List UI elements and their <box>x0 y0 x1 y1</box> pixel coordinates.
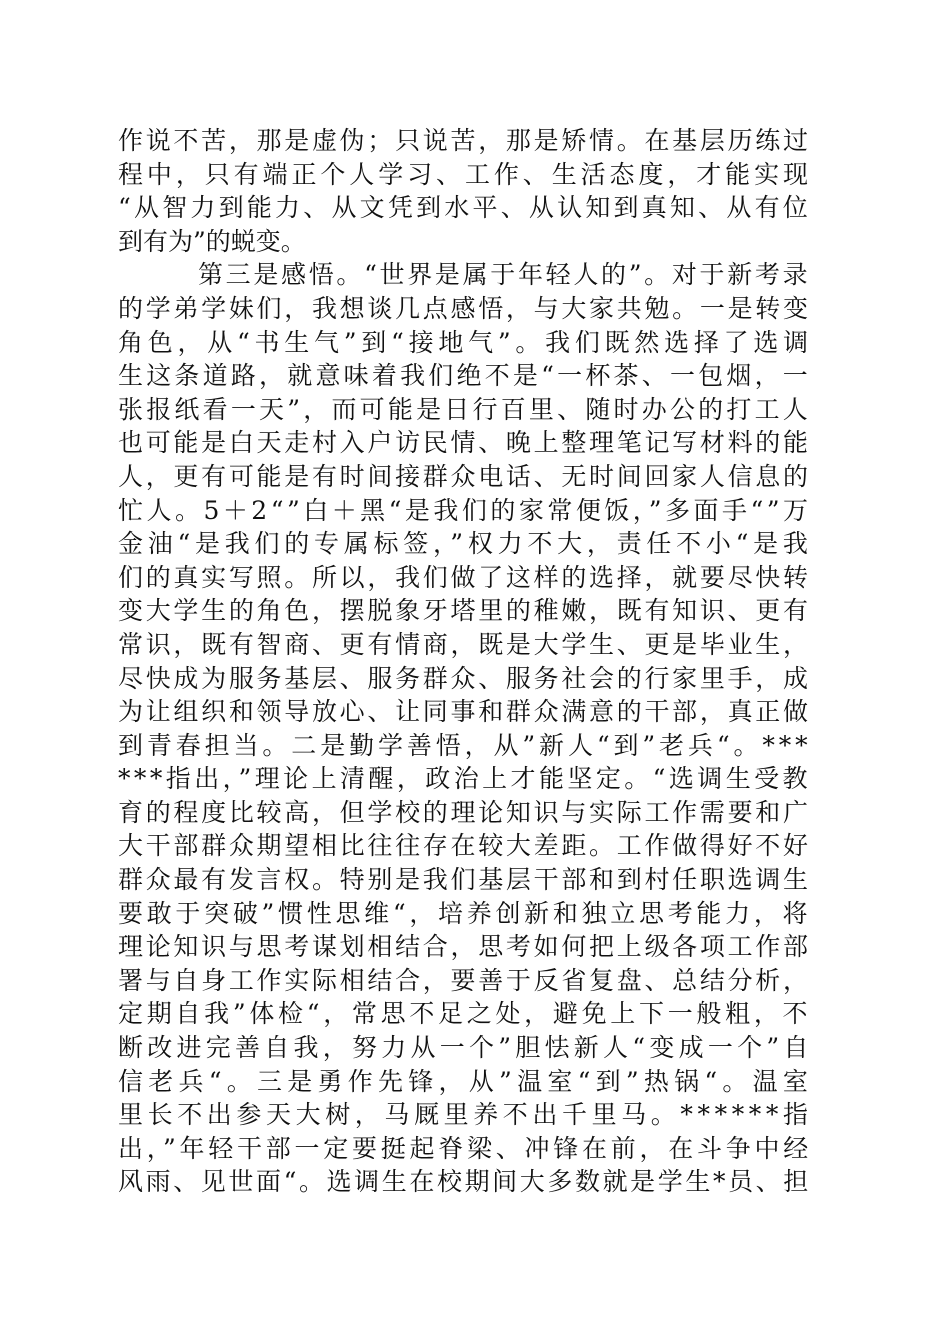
text-line: 要敢于突破”惯性思维“，培养创新和独立思考能力，将 <box>118 898 812 928</box>
text-line: 定期自我”体检“，常思不足之处，避免上下一般粗，不 <box>118 999 812 1029</box>
text-line: 们的真实写照。所以，我们做了这样的选择，就要尽快转 <box>118 562 811 592</box>
text-line: 也可能是白天走村入户访民情、晚上整理笔记写材料的能 <box>118 428 811 458</box>
text-line: 尽快成为服务基层、服务群众、服务社会的行家里手，成 <box>118 663 811 693</box>
text-line: 署与自身工作实际相结合，要善于反省复盘、总结分析， <box>118 965 811 995</box>
text-line: 断改进完善自我，努力从一个”胆怯新人“变成一个”自 <box>118 1033 813 1063</box>
text-line: 忙人。5＋2“”白＋黑“是我们的家常便饭，”多面手“”万 <box>118 495 812 525</box>
text-line: 育的程度比较高，但学校的理论知识与实际工作需要和广 <box>118 797 811 827</box>
text-line: “从智力到能力、从文凭到水平、从认知到真知、从有位 <box>118 193 811 223</box>
text-line: 里长不出参天大树，马厩里养不出千里马。******指 <box>118 1100 813 1130</box>
text-line: 作说不苦，那是虚伪；只说苦，那是矫情。在基层历练过 <box>118 126 811 155</box>
text-line: 为让组织和领导放心、让同事和群众满意的干部，真正做 <box>118 697 811 727</box>
text-line: 风雨、见世面“。选调生在校期间大多数就是学生*员、担 <box>118 1167 811 1197</box>
text-line: 大干部群众期望相比往往存在较大差距。工作做得好不好 <box>118 831 811 861</box>
text-line: 理论知识与思考谋划相结合，思考如何把上级各项工作部 <box>118 932 811 962</box>
text-line: ***指出，”理论上清醒，政治上才能坚定。“选调生受教 <box>118 764 811 794</box>
text-line: 到有为”的蜕变。 <box>118 226 306 256</box>
text-line: 到青春担当。二是勤学善悟，从”新人“到”老兵“。*** <box>118 730 812 760</box>
text-line: 信老兵“。三是勇作先锋，从”温室“到”热锅“。温室 <box>118 1066 814 1096</box>
body-text <box>118 124 814 1199</box>
text-line: 出，”年轻干部一定要挺起脊梁、冲锋在前，在斗争中经 <box>118 1133 813 1163</box>
text-line: 群众最有发言权。特别是我们基层干部和到村任职选调生 <box>118 865 811 895</box>
text-line: 程中，只有端正个人学习、工作、生活态度，才能实现 <box>118 159 812 189</box>
text-line: 角色，从“书生气”到“接地气”。我们既然选择了选调 <box>118 327 813 357</box>
text-line: 变大学生的角色，摆脱象牙塔里的稚嫩，既有知识、更有 <box>118 596 811 626</box>
text-line: 张报纸看一天”，而可能是日行百里、随时办公的打工人 <box>118 394 811 424</box>
text-line: 的学弟学妹们，我想谈几点感悟，与大家共勉。一是转变 <box>118 293 811 323</box>
text-line: 金油“是我们的专属标签，”权力不大，责任不小“是我 <box>118 529 813 559</box>
paragraph-first-line: 第三是感悟。“世界是属于年轻人的”。对于新考录 <box>198 260 811 290</box>
text-line: 人，更有可能是有时间接群众电话、无时间回家人信息的 <box>118 461 811 491</box>
text-line: 常识，既有智商、更有情商，既是大学生、更是毕业生， <box>118 629 811 659</box>
text-line: 生这条道路，就意味着我们绝不是“一杯茶、一包烟，一 <box>118 361 811 391</box>
